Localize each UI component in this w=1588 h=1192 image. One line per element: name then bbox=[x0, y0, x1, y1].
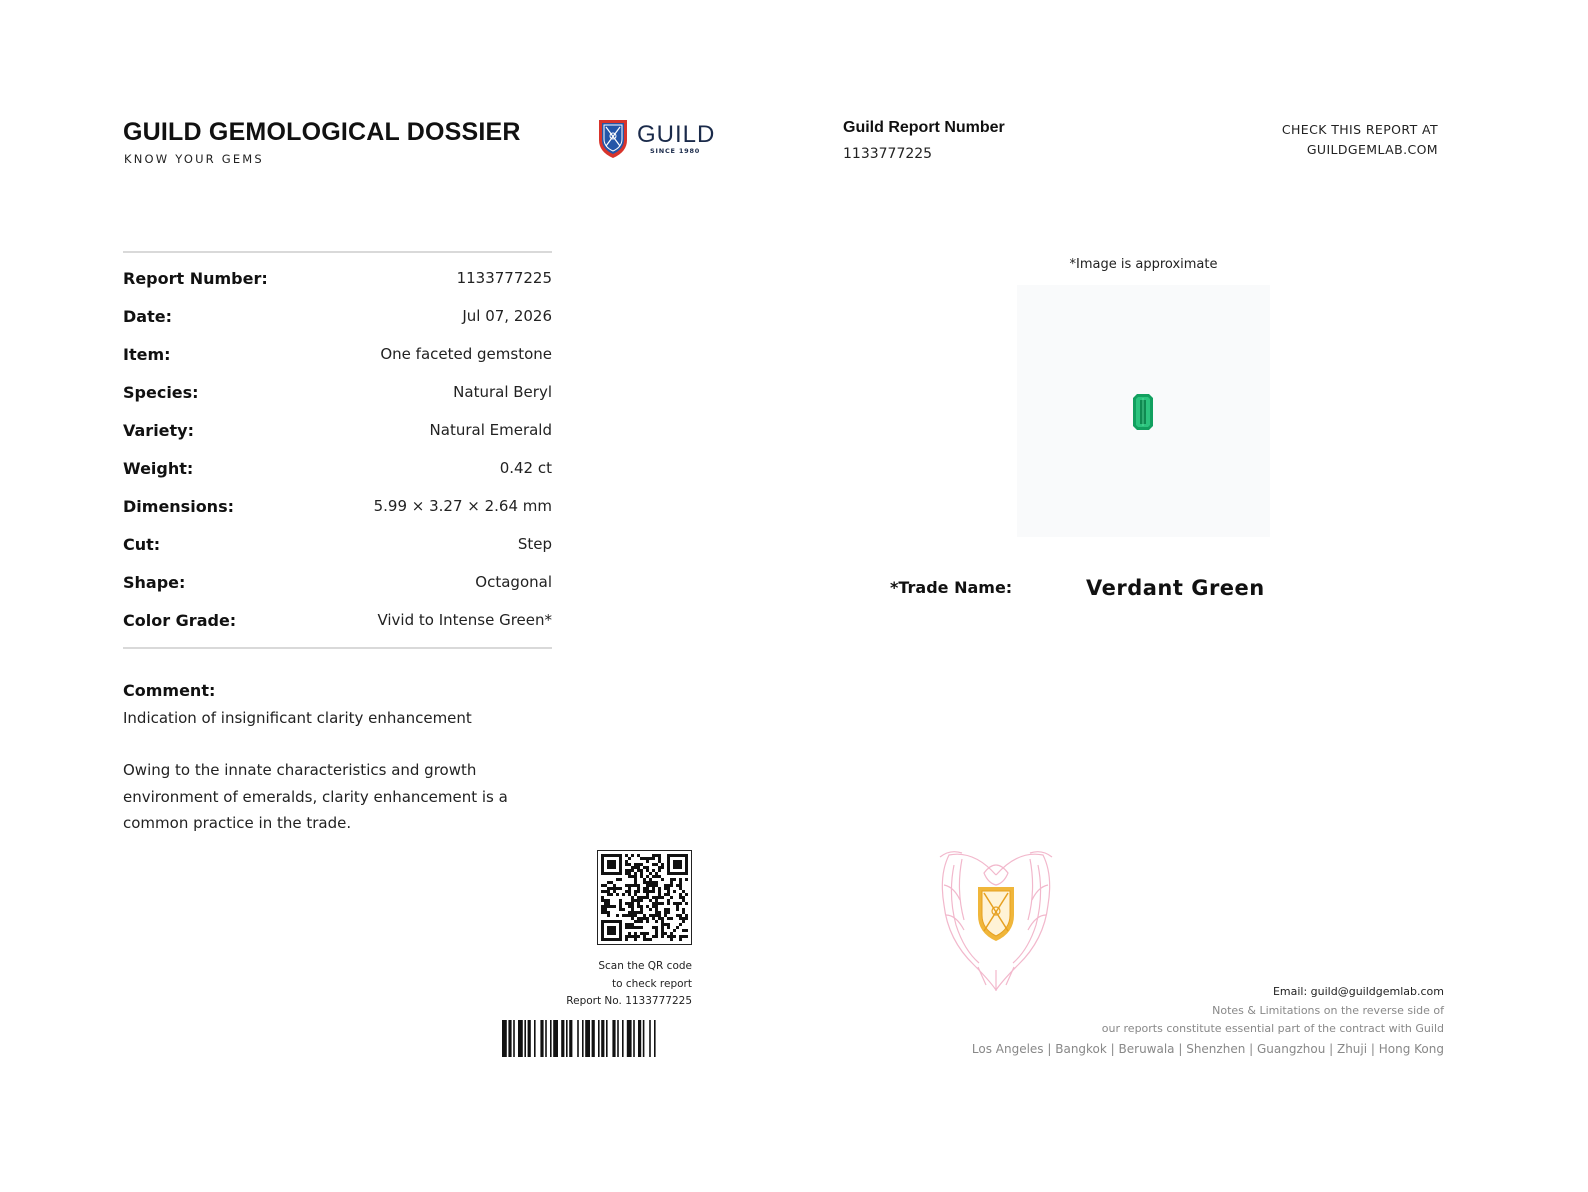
image-approximate-note: *Image is approximate bbox=[1069, 257, 1218, 272]
qr-caption-line-2: to check report bbox=[611, 977, 692, 990]
check-line-1: CHECK THIS REPORT AT bbox=[1281, 122, 1438, 137]
detail-value: 5.99 × 3.27 × 2.64 mm bbox=[373, 497, 552, 515]
detail-row bbox=[123, 601, 552, 639]
detail-label: Species: bbox=[123, 382, 199, 402]
trade-name-label: *Trade Name: bbox=[890, 578, 1013, 597]
barcode bbox=[502, 1020, 694, 1057]
detail-value: Natural Emerald bbox=[429, 421, 552, 439]
detail-label: Color Grade: bbox=[123, 610, 237, 630]
contact-email[interactable]: Email: guild@guildgemlab.com bbox=[1272, 985, 1444, 998]
report-number-value: 1133777225 bbox=[843, 146, 933, 162]
detail-label: Dimensions: bbox=[123, 496, 234, 516]
detail-value: Jul 07, 2026 bbox=[462, 307, 552, 325]
detail-value: 0.42 ct bbox=[499, 459, 552, 477]
details-table bbox=[123, 251, 552, 649]
detail-value: 1133777225 bbox=[456, 269, 552, 287]
qr-code[interactable] bbox=[597, 850, 692, 945]
detail-label: Date: bbox=[123, 306, 172, 326]
comment-label: Comment: bbox=[123, 681, 216, 700]
detail-value: One faceted gemstone bbox=[380, 345, 552, 363]
qr-caption-report-no: Report No. 1133777225 bbox=[566, 995, 692, 1007]
detail-row bbox=[123, 487, 552, 525]
detail-value: Vivid to Intense Green* bbox=[377, 611, 552, 629]
shield-icon bbox=[596, 116, 630, 160]
enhancement-note: Owing to the innate characteristics and growth environment of emeralds, clarity enhancement is a common practice in the trade. bbox=[123, 761, 508, 832]
footer bbox=[972, 983, 1444, 1058]
detail-row bbox=[123, 373, 552, 411]
logo-wordmark: GUILD bbox=[637, 121, 716, 148]
report-number-label: Guild Report Number bbox=[843, 119, 1005, 136]
qr-caption-line-1: Scan the QR code bbox=[598, 960, 692, 972]
check-website-link[interactable]: GUILDGEMLAB.COM bbox=[1306, 142, 1438, 157]
emerald-gem-icon bbox=[1133, 394, 1153, 430]
trade-name-value: Verdant Green bbox=[1086, 576, 1265, 600]
detail-row bbox=[123, 525, 552, 563]
detail-label: Cut: bbox=[123, 534, 161, 554]
detail-label: Variety: bbox=[123, 420, 195, 440]
logo-since: SINCE 1980 bbox=[650, 147, 701, 155]
footer-notes-line-2: our reports constitute essential part of the contract with Guild bbox=[1101, 1022, 1444, 1035]
eagle-seal-icon bbox=[934, 845, 1058, 993]
comment-text: Indication of insignificant clarity enhancement bbox=[123, 709, 472, 727]
detail-value: Natural Beryl bbox=[453, 383, 552, 401]
detail-row bbox=[123, 411, 552, 449]
footer-locations: Los Angeles | Bangkok | Beruwala | Shenzhen | Guangzhou | Zhuji | Hong Kong bbox=[971, 1041, 1444, 1056]
detail-row bbox=[123, 449, 552, 487]
guild-logo bbox=[596, 116, 716, 162]
brand-tagline: KNOW YOUR GEMS bbox=[124, 152, 264, 166]
detail-row bbox=[123, 297, 552, 335]
detail-row bbox=[123, 335, 552, 373]
detail-label: Shape: bbox=[123, 572, 186, 592]
detail-label: Weight: bbox=[123, 458, 194, 478]
check-report-notice bbox=[1282, 120, 1438, 160]
detail-value: Step bbox=[517, 535, 552, 553]
detail-label: Item: bbox=[123, 344, 171, 364]
detail-label: Report Number: bbox=[123, 268, 268, 288]
footer-notes-line-1: Notes & Limitations on the reverse side of bbox=[1212, 1003, 1444, 1017]
detail-value: Octagonal bbox=[475, 573, 552, 591]
qr-code-pattern bbox=[598, 851, 691, 944]
detail-row bbox=[123, 563, 552, 601]
brand-title: GUILD GEMOLOGICAL DOSSIER bbox=[123, 118, 521, 146]
qr-caption bbox=[566, 958, 692, 1011]
detail-row bbox=[123, 259, 552, 297]
